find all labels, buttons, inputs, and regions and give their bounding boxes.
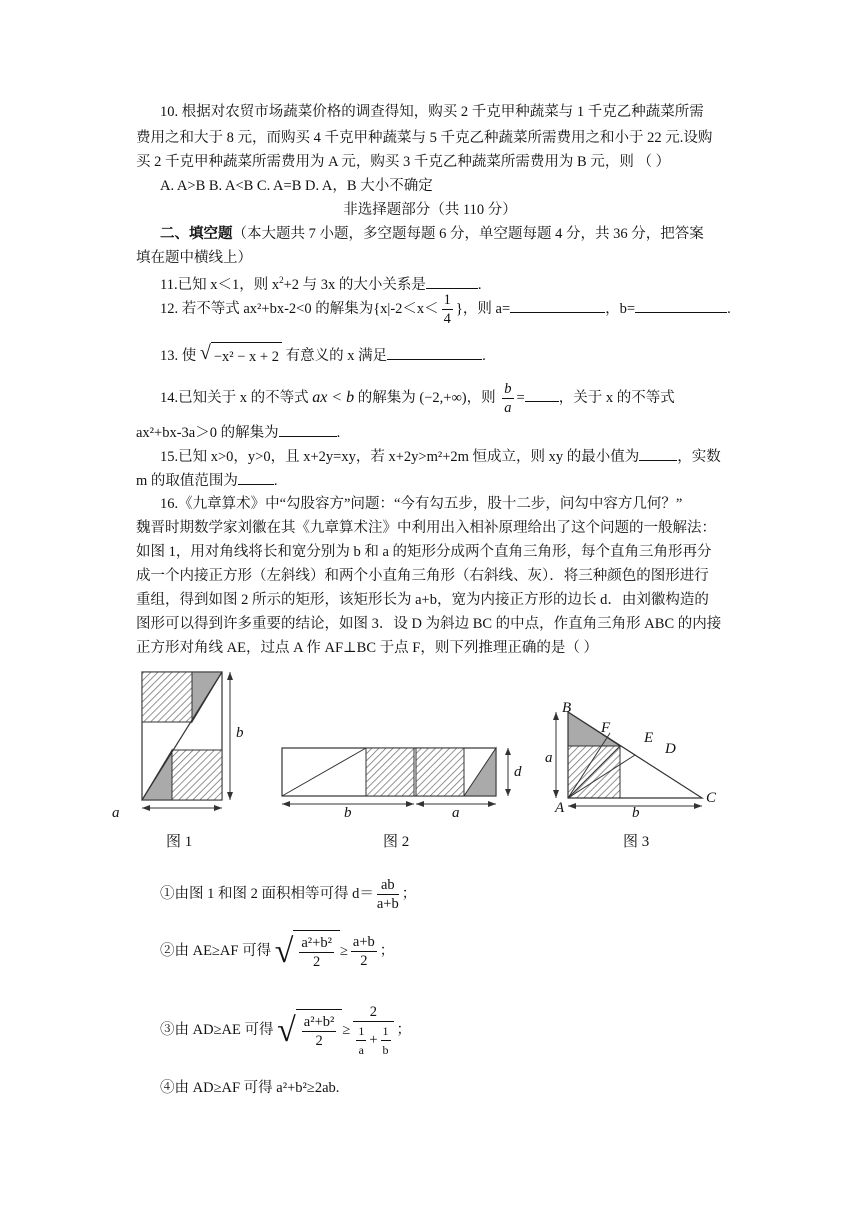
q13-radicand: −x² − x + 2 xyxy=(211,342,282,371)
q16-line2: 魏晋时期数学家刘徽在其《九章算术注》中利用出入相补原理给出了这个问题的一般解法： xyxy=(136,520,716,536)
q15-line2b: . xyxy=(273,473,278,489)
section-heading xyxy=(160,224,704,244)
q15-line2 xyxy=(136,470,278,491)
fig3-caption: 图 3 xyxy=(623,834,650,850)
s3-ge: ≥ xyxy=(342,1022,351,1038)
q10-line3: 买 2 千克甲种蔬菜所需费用为 A 元，购买 3 千克乙种蔬菜所需费用为 B 元，则 （ ） xyxy=(136,154,671,170)
s3-d1 xyxy=(356,1022,366,1059)
q14-eq: = xyxy=(516,390,525,406)
q14-mid: 的解集为 xyxy=(357,390,416,406)
fig3-point-F: F xyxy=(601,720,611,736)
q14-line2 xyxy=(136,422,340,443)
q11-pre: 11.已知 x＜1，则 x xyxy=(160,276,280,293)
q11-mid: +2 与 3x 的大小关系是 xyxy=(283,276,426,293)
s3-rnum: a²+b² xyxy=(303,1013,335,1030)
q13-sqrt xyxy=(200,342,282,371)
q16-line7: 正方形对角线 AE，过点 A 作 AF⊥BC 于点 F，则下列推理正确的是（ ） xyxy=(136,640,598,656)
s1-pre: ①由图 1 和图 2 面积相等可得 d＝ xyxy=(160,886,374,902)
s3-rden: 2 xyxy=(315,1032,323,1049)
q12-post: . xyxy=(727,301,731,317)
fig3-point-B: B xyxy=(562,700,572,716)
sqrt-sign-icon: √ xyxy=(199,342,211,365)
statement-4: ④由 AD≥AF 可得 a²+b²≥2ab. xyxy=(160,1080,340,1096)
s2-rad-fraction xyxy=(299,934,334,971)
q12-frac-num: 1 xyxy=(443,292,451,309)
section-heading-rest: （本大题共 7 小题，多空题每题 6 分，单空题每题 4 分，共 36 分，把答案 xyxy=(232,226,704,242)
s2-sqrt xyxy=(275,930,340,974)
s3-plus: + xyxy=(369,1031,378,1048)
q13-answer-blank[interactable] xyxy=(387,345,482,360)
s2-fraction xyxy=(351,933,377,970)
fig3-point-E: E xyxy=(644,730,654,746)
q13-pre: 13. 使 xyxy=(160,348,197,364)
q13-end: . xyxy=(482,348,486,364)
statement-2 xyxy=(160,926,394,976)
s3-d2 xyxy=(381,1022,391,1059)
sqrt-sign-icon: √ xyxy=(274,932,294,970)
q12-mid2: ，b= xyxy=(605,301,636,317)
q11-answer-blank[interactable] xyxy=(426,274,478,289)
q16-line1: 16.《九章算术》中“勾股容方”问题：“今有勾五步，股十二步，问勾中容方几何？” xyxy=(160,496,683,512)
s2-rden: 2 xyxy=(313,953,321,970)
section-heading-line2: 填在题中横线上） xyxy=(136,250,252,266)
q10-options: A. A>B B. A<B C. A=B D. A，B 大小不确定 xyxy=(160,178,433,194)
s3-sqrt xyxy=(277,1009,342,1053)
sqrt-sign-icon: √ xyxy=(277,1011,296,1049)
q16-line4: 成一个内接正方形（左斜线）和两个小直角三角形（右斜线、灰）．将三种颜色的图形进行 xyxy=(136,568,709,584)
fig3-label-a: a xyxy=(545,750,553,766)
q12-fraction xyxy=(442,291,453,328)
q15-line1 xyxy=(160,446,721,467)
q14-frac-num: b xyxy=(504,381,512,398)
fig2-label-b: b xyxy=(344,805,352,821)
q15-range-blank[interactable] xyxy=(238,470,274,485)
q10-line2: 费用之和大于 8 元，而购买 4 千克甲种蔬菜与 5 千克乙种蔬菜所需费用之和小于 22 元.设购 xyxy=(136,130,713,146)
q11-post: . xyxy=(477,276,482,293)
fig1-label-a: a xyxy=(112,805,120,821)
s3-fraction xyxy=(353,1003,393,1059)
q14-interval: (−2,+∞) xyxy=(419,390,467,406)
q12-a-blank[interactable] xyxy=(510,298,605,313)
s2-rnum: a²+b² xyxy=(301,934,332,951)
s2-ge: ≥ xyxy=(339,943,348,959)
figure-1 xyxy=(142,672,233,811)
q10-line1: 10. 根据对农贸市场蔬菜价格的调查得知，购买 2 千克甲种蔬菜与 1 千克乙种蔬菜所需 xyxy=(160,104,704,120)
fig3-point-D: D xyxy=(665,741,676,757)
s2-post: ； xyxy=(379,943,395,959)
q14-frac-den: a xyxy=(504,400,512,417)
s1-den: a+b xyxy=(376,896,399,913)
s3-post: ； xyxy=(396,1022,411,1038)
s2-pre: ②由 AE≥AF 可得 xyxy=(160,943,272,959)
s3-rad-fraction xyxy=(302,1013,337,1050)
fig1-caption: 图 1 xyxy=(166,834,193,850)
q14-inequality: ax < b xyxy=(312,389,355,406)
q12-pre: 12. 若不等式 ax²+bx-2<0 的解集为{x|-2＜x＜ xyxy=(160,301,439,317)
q15-min-blank[interactable] xyxy=(639,446,677,461)
s1-num: ab xyxy=(377,876,399,895)
section-heading-bold: 二、填空题 xyxy=(160,226,233,242)
s3-d2d: b xyxy=(382,1042,389,1057)
q11-sup: 2 xyxy=(279,275,284,285)
s3-d1d: a xyxy=(358,1042,364,1057)
q14-line2a: ax²+bx-3a＞0 的解集为 xyxy=(136,425,279,441)
s2-num: a+b xyxy=(352,934,375,951)
q16-line3: 如图 1，用对角线将长和宽分别为 b 和 a 的矩形分成两个直角三角形，每个直角三角形再分 xyxy=(136,544,712,560)
q12-b-blank[interactable] xyxy=(635,298,727,313)
q14-line2b: . xyxy=(336,425,341,441)
s3-num: 2 xyxy=(353,1003,393,1022)
fig3-point-A: A xyxy=(555,800,565,816)
q16-line5: 重组，得到如图 2 所示的矩形，该矩形长为 a+b，宽为内接正方形的边长 d．由刘徽构造的 xyxy=(136,592,709,608)
q12-mid: }，则 a= xyxy=(455,301,511,317)
q14-comma: ，则 xyxy=(466,390,496,406)
fig3-point-C: C xyxy=(706,790,717,806)
s3-d1n: 1 xyxy=(356,1022,366,1041)
figure-2 xyxy=(282,748,511,807)
q15-line1b: ，实数 xyxy=(677,449,721,465)
fig3-label-b: b xyxy=(632,805,640,821)
q13-post: 有意义的 x 满足 xyxy=(285,348,388,364)
fig2-label-d: d xyxy=(514,764,522,780)
section-title: 非选择题部分（共 110 分） xyxy=(343,202,517,218)
s3-pre: ③由 AD≥AE 可得 xyxy=(160,1022,274,1038)
q13 xyxy=(160,342,486,371)
statement-3 xyxy=(160,995,411,1065)
q16-line6: 图形可以得到许多重要的结论，如图 3．设 D 为斜边 BC 的中点，作直角三角形 ABC 的内接 xyxy=(136,616,722,632)
q15-line1-text: 15.已知 x>0，y>0，且 x+2y=xy，若 x+2y>m²+2m 恒成立，则 xy 的最小值为 xyxy=(160,449,640,465)
q14-ratio-blank[interactable] xyxy=(525,387,559,402)
q12-frac-den: 4 xyxy=(443,311,451,328)
fig2-label-a: a xyxy=(452,805,460,821)
fig1-label-b: b xyxy=(236,725,244,741)
s1-post: ； xyxy=(401,886,417,902)
q14-fraction xyxy=(502,380,513,417)
q14-pre: 14.已知关于 x 的不等式 xyxy=(160,390,309,406)
statement-1 xyxy=(160,872,416,916)
figure-3 xyxy=(553,712,702,809)
fig2-caption: 图 2 xyxy=(383,834,410,850)
q15-line2a: m 的取值范围为 xyxy=(136,473,238,489)
s1-fraction xyxy=(377,876,399,913)
q14-solution-blank[interactable] xyxy=(279,422,337,437)
s3-d2n: 1 xyxy=(381,1022,391,1041)
s2-den: 2 xyxy=(360,953,368,970)
q14-post: ，关于 x 的不等式 xyxy=(558,390,675,406)
q14-line1 xyxy=(160,378,675,418)
q12 xyxy=(160,289,731,329)
